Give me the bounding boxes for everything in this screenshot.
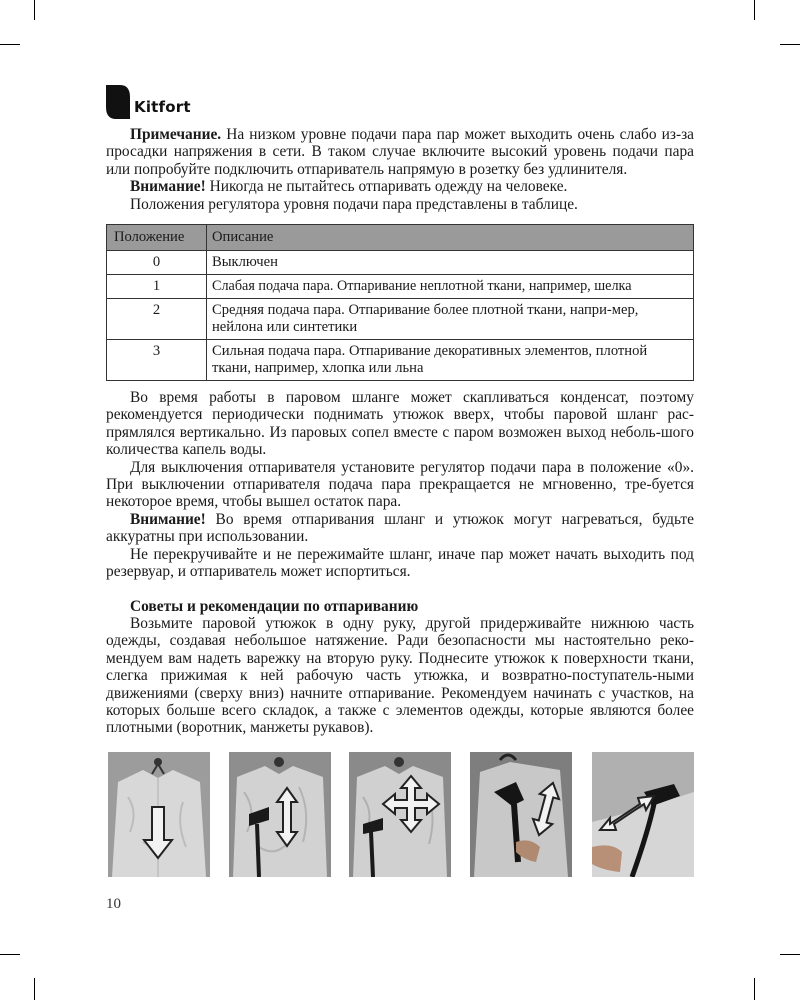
position-cell: 2 bbox=[107, 299, 207, 340]
crop-mark bbox=[34, 0, 35, 20]
condensate-paragraph bbox=[106, 389, 694, 459]
photo-shirt-vertical-arrow bbox=[229, 752, 331, 877]
column-header-description: Описание bbox=[207, 225, 694, 251]
crop-mark bbox=[780, 44, 800, 45]
crop-mark bbox=[0, 954, 20, 955]
description-cell: Сильная подача пара. Отпаривание декоративных элементов, плотной ткани, например, хлопка или льна bbox=[207, 340, 694, 381]
description-cell: Средняя подача пара. Отпаривание более плотной ткани, напри-мер, нейлона или синтетики bbox=[207, 299, 694, 340]
table-row bbox=[107, 299, 694, 340]
note-label: Примечание. bbox=[130, 126, 222, 143]
column-header-position: Положение bbox=[107, 225, 207, 251]
brand-name: Kitfort bbox=[134, 98, 191, 116]
description-cell: Слабая подача пара. Отпаривание неплотной ткани, например, шелка bbox=[207, 275, 694, 299]
photo-shirt-down-arrow bbox=[108, 752, 210, 877]
position-cell: 3 bbox=[107, 340, 207, 381]
photo-steamer-hanging-shirt bbox=[470, 752, 572, 877]
crop-mark bbox=[0, 44, 20, 45]
page-number: 10 bbox=[106, 896, 121, 912]
heat-warning-text: Во время отпаривания шланг и утюжок могут нагреваться, будьте аккуратны при использовании. bbox=[106, 510, 694, 546]
brand-logo bbox=[106, 84, 191, 120]
tips-paragraph: Возьмите паровой утюжок в одну руку, другой придерживайте нижнюю часть одежды, создавая небольшое натяжение. Ради безопасности мы настоятельно реко-мендуем вам надеть варежку на вторую руку. Поднесите утюжок к поверхности ткани, слегка прижимая к ней рабочую часть утюжка, и возвратно-поступатель-ными движениями (сверху вниз) начните отпаривание. Рекомендуем начинать с участков, на которых больше всего складок, а также с элементов одежды, которые являются более плотными (воротник, манжеты рукавов). bbox=[106, 614, 694, 737]
warning-text: Никогда не пытайтесь отпаривать одежду на человеке. bbox=[205, 178, 568, 196]
steaming-photos bbox=[108, 752, 694, 877]
tips-heading: Советы и рекомендации по отпариванию bbox=[130, 597, 419, 615]
table-header-row bbox=[107, 225, 694, 251]
photo-steamer-diagonal bbox=[592, 752, 694, 877]
table-row bbox=[107, 275, 694, 299]
table-intro-paragraph bbox=[106, 196, 694, 213]
position-cell: 0 bbox=[107, 251, 207, 275]
steam-level-table bbox=[106, 224, 694, 381]
hose-text: Не перекручивайте и не пережимайте шланг, иначе пар может начать выходить под резервуар, и отпариватель может испортиться. bbox=[106, 545, 694, 581]
photo-shirt-cross-arrow bbox=[349, 752, 451, 877]
note-paragraph bbox=[106, 126, 694, 178]
crop-mark bbox=[34, 978, 35, 1000]
heat-warning-paragraph bbox=[106, 511, 694, 546]
table-row bbox=[107, 340, 694, 381]
position-cell: 1 bbox=[107, 275, 207, 299]
condensate-text: Во время работы в паровом шланге может скапливаться конденсат, поэтому рекомендуется периодически поднимать утюжок вверх, чтобы паровой шланг рас-прямлялся вертикально. Из паровых сопел вместе с паром возможен выход неболь-шого количества капель воды. bbox=[106, 389, 694, 459]
shutdown-paragraph bbox=[106, 459, 694, 511]
hose-paragraph bbox=[106, 546, 694, 581]
crop-mark bbox=[754, 0, 755, 20]
crop-mark bbox=[754, 978, 755, 1000]
table-intro-text: Положения регулятора уровня подачи пара представлены в таблице. bbox=[130, 195, 578, 213]
note-text: На низком уровне подачи пара пар может выходить очень слабо из-за просадки напряжения в сети. В таком случае включите высокий уровень подачи пара или попробуйте подключить отпариватель напрямую в розетку без удлинителя. bbox=[106, 126, 694, 178]
warning-label: Внимание! bbox=[130, 178, 206, 196]
heat-warning-label: Внимание! bbox=[130, 510, 206, 528]
crop-mark bbox=[780, 954, 800, 955]
table-row bbox=[107, 251, 694, 275]
shutdown-text: Для выключения отпаривателя установите регулятор подачи пара в положение «0». При выключении отпаривателя подача пара прекращается не мгновенно, тре-буется некоторое время, чтобы вышел остаток пара. bbox=[106, 458, 694, 511]
kitfort-logo-icon bbox=[106, 85, 130, 119]
page-content bbox=[106, 126, 694, 737]
warning-paragraph bbox=[106, 178, 694, 195]
description-cell: Выключен bbox=[207, 251, 694, 275]
